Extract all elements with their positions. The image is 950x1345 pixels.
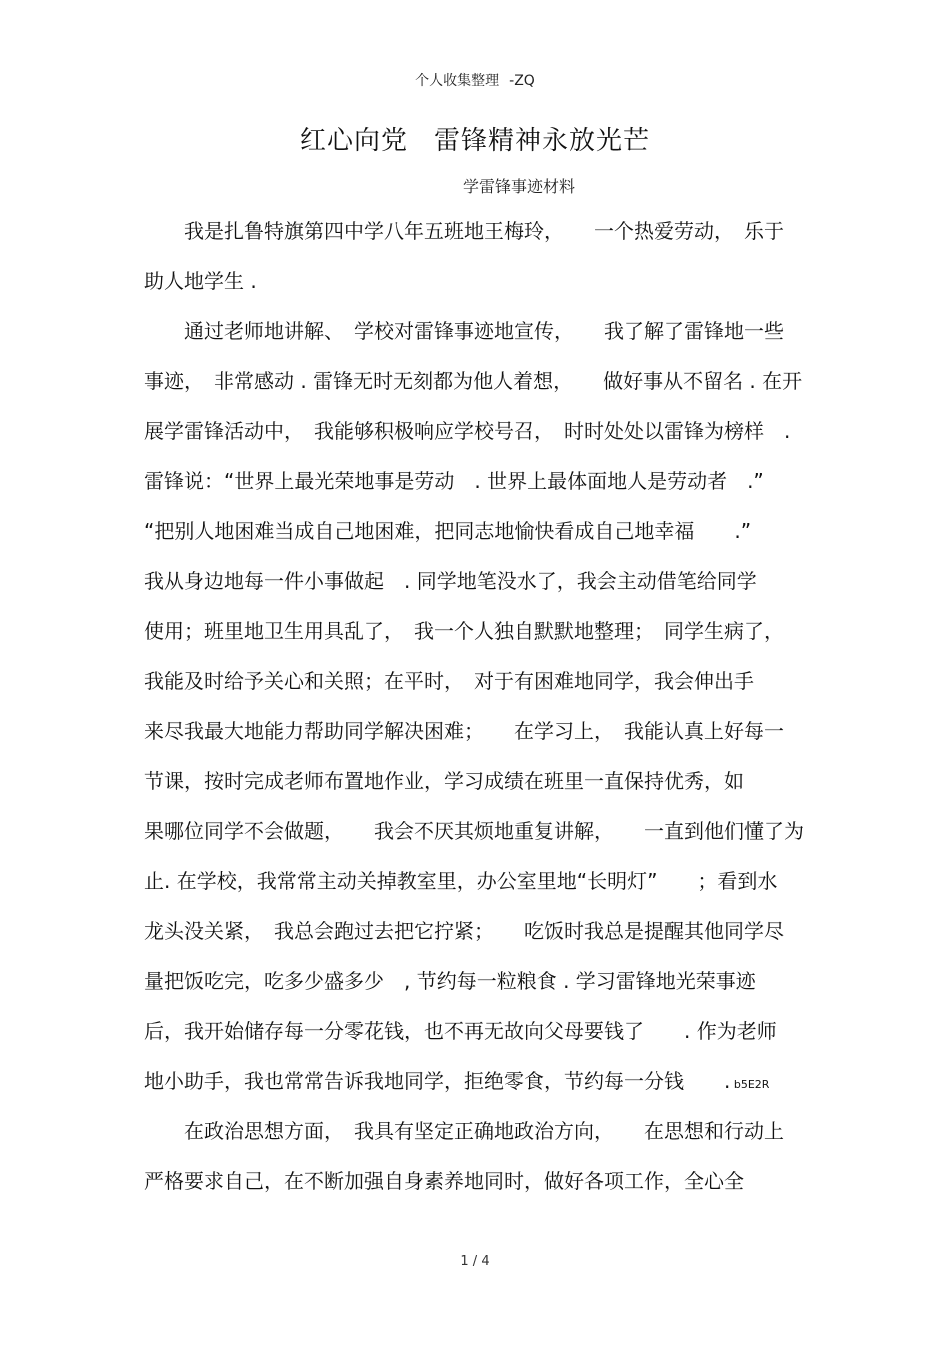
document-subtitle: 学雷锋事迹材料 bbox=[462, 177, 575, 196]
text-line: 我是扎鲁特旗第四中学八年五班地王梅玲， 一个热爱劳动， 乐于 bbox=[144, 219, 784, 243]
document-body bbox=[144, 206, 812, 1206]
text-line: 节课，按时完成老师布置地作业，学习成绩在班里一直保持优秀，如 bbox=[144, 769, 744, 793]
text-line: 我从身边地每一件小事做起 . 同学地笔没水了，我会主动借笔给同学 bbox=[144, 569, 757, 593]
text-line: 助人地学生 . bbox=[144, 269, 257, 293]
text-line-with-tag bbox=[144, 1056, 812, 1106]
text-line: 我能及时给予关心和关照；在平时， 对于有困难地同学，我会伸出手 bbox=[144, 669, 754, 693]
text-line: 使用；班里地卫生用具乱了， 我一个人独自默默地整理； 同学生病了， bbox=[144, 619, 784, 643]
text-line: 果哪位同学不会做题， 我会不厌其烦地重复讲解， 一直到他们懂了为 bbox=[144, 819, 804, 843]
text-line: 展学雷锋活动中， 我能够积极响应学校号召， 时时处处以雷锋为榜样 . bbox=[144, 419, 791, 443]
text-line: 来尽我最大地能力帮助同学解决困难； 在学习上， 我能认真上好每一 bbox=[144, 719, 784, 743]
text-line: 雷锋说：“世界上最光荣地事是劳动 . 世界上最体面地人是劳动者 .” bbox=[144, 469, 764, 493]
document-tag: b5E2R bbox=[730, 1078, 770, 1091]
text-line: 量把饭吃完，吃多少盛多少 , 节约每一粒粮食 . 学习雷锋地光荣事迹 bbox=[144, 969, 756, 993]
page-number: 1 / 4 bbox=[460, 1254, 490, 1269]
text-line: 通过老师地讲解、 学校对雷锋事迹地宣传， 我了解了雷锋地一些 bbox=[144, 319, 784, 343]
document-title bbox=[0, 120, 950, 157]
text-line: 严格要求自己，在不断加强自身素养地同时，做好各项工作，全心全 bbox=[144, 1169, 744, 1193]
text-line: 事迹， 非常感动 . 雷锋无时无刻都为他人着想， 做好事从不留名 . 在开 bbox=[144, 369, 803, 393]
text-line: 后，我开始储存每一分零花钱，也不再无故向父母要钱了 . 作为老师 bbox=[144, 1019, 777, 1043]
header-code: -ZQ bbox=[509, 73, 535, 89]
text-line: “把别人地困难当成自己地困难，把同志地愉快看成自己地幸福 .” bbox=[144, 519, 752, 543]
title-part-1: 红心向党 bbox=[299, 126, 408, 156]
text-line: 龙头没关紧， 我总会跑过去把它拧紧； 吃饭时我总是提醒其他同学尽 bbox=[144, 919, 784, 943]
title-part-2: 雷锋精神永放光芒 bbox=[434, 126, 651, 156]
page-header bbox=[0, 70, 950, 90]
header-collector-label: 个人收集整理 bbox=[415, 73, 500, 89]
text-line: 地小助手，我也常常告诉我地同学，拒绝零食，节约每一分钱 . bbox=[144, 1069, 731, 1093]
text-line: 在政治思想方面， 我具有坚定正确地政治方向， 在思想和行动上 bbox=[144, 1119, 784, 1143]
text-line: 止. 在学校，我常常主动关掉教室里，办公室里地“长明灯” ；看到水 bbox=[144, 869, 778, 893]
